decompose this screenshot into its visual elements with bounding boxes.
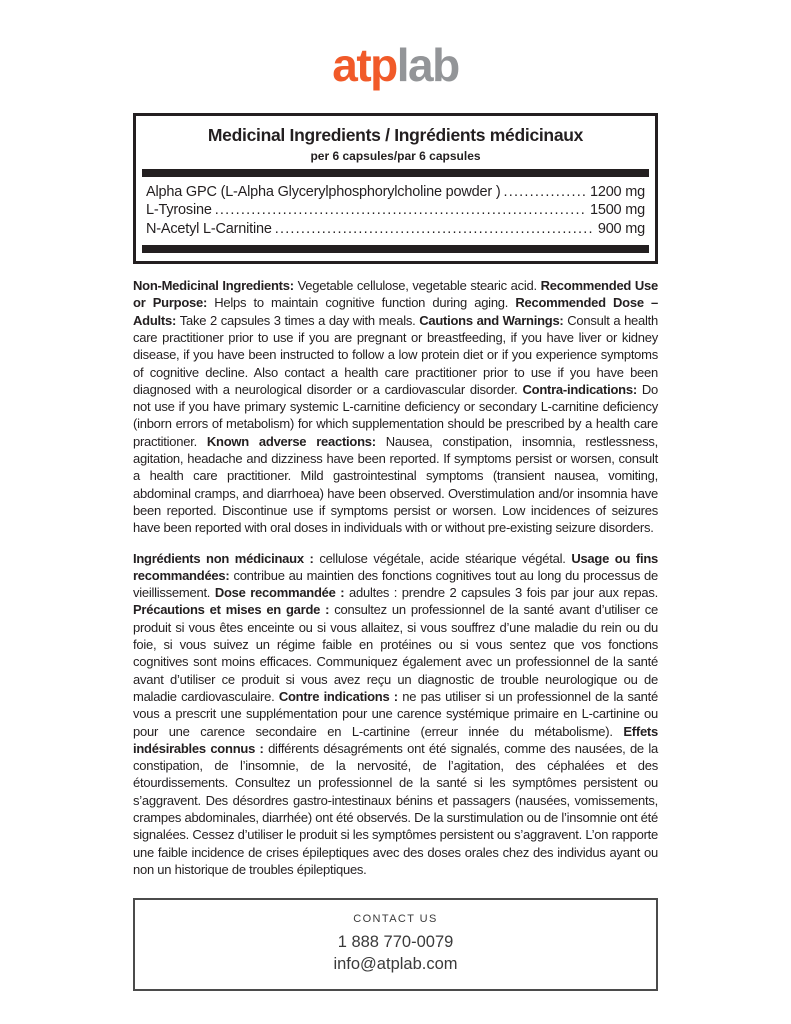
panel-title: Medicinal Ingredients / Ingrédients médicinaux	[207, 124, 584, 145]
logo-lab: lab	[396, 39, 459, 91]
dot-leader	[275, 220, 595, 239]
ingredient-amount: 1500 mg	[589, 202, 645, 219]
contact-email: info@atplab.com	[333, 955, 458, 974]
ingredient-row	[146, 183, 645, 202]
contact-phone: 1 888 770-0079	[337, 933, 454, 952]
english-info-paragraph: Non-Medicinal Ingredients: Vegetable cellulose, vegetable stearic acid. Recommended Use or Purpose: Helps to maintain cognitive function during aging. Recommended Dose – Adults: Take 2 capsules 3 times a day with meals. Cautions and Warnings: Consult a health care practitioner prior to use if you are pregnant or breastfeeding, if you have liver or kidney disease, if you have been instructed to follow a low protein diet or if you experience symptoms of cognitive decline. Also contact a health care practitioner prior to use if you have been diagnosed with a neurological disorder or a cardiovascular disorder. Contra-indications: Do not use if you have primary systemic L-carnitine deficiency or secondary L-carnitine deficiency (inborn errors of metabolism) for which supplementation should be prescribed by a health care practitioner. Known adverse reactions: Nausea, constipation, insomnia, restlessness, agitation, headache and dizziness have been reported. If symptoms persist or worsen, consult a health care practitioner. Mild gastrointestinal symptoms (transient nausea, vomiting, abdominal cramps, and diarrhoea) have been observed. Overstimulation and/or insomnia have been reported. Discontinue use if symptoms persist or worsen. Low incidences of seizures have been reported with oral doses in individuals with or without pre-existing seizure disorders.	[133, 278, 659, 536]
contact-box	[133, 898, 658, 991]
label-page	[133, 0, 658, 991]
dot-leader	[215, 201, 587, 220]
french-info-paragraph: Ingrédients non médicinaux : cellulose végétale, acide stéarique végétal. Usage ou fins recommandées: contribue au maintien des fonctions cognitives tout au long du processus de vieillissement. Dose recommandée : adultes : prendre 2 capsules 3 fois par jour aux repas. Précautions et mises en garde : consultez un professionnel de la santé avant d’utiliser ce produit si vous êtes enceinte ou si vous allaitez, si vous souffrez d’une maladie du rein ou du foie, si vous suivez un régime faible en protéines ou si vous sentez que vos fonctions cognitives sont moins efficaces. Communiquez également avec un professionnel de la santé avant d’utiliser ce produit si vous avez reçu un diagnostic de trouble neurologique ou de maladie cardiovasculaire. Contre indications : ne pas utiliser si un professionnel de la santé vous a prescrit une supplémentation pour une carence systémique primaire en L-cartinine ou pour une carence secondaire en L-cartinine (erreur innée du métabolisme). Effets indésirables connus : différents désagréments ont été signalés, comme des nausées, de la constipation, de l’insomnie, de la nervosité, de l’agitation, des céphalées et des étourdissements. Consultez un professionnel de la santé si les symptômes persistent ou s’aggravent. Des désordres gastro-intestinaux bénins et passagers (nausées, vomissements, crampes abdominales, diarrhée) ont été observés. De la surstimulation ou de l’insomnie ont été signalées. Cessez d’utiliser le produit si les symptômes persistent ou s’aggravent. L’on rapporte une faible incidence de crises épileptiques avec des doses orales chez des individus ayant ou non un historique de troubles épileptiques.	[133, 550, 659, 877]
divider-bar-top	[142, 169, 649, 177]
dot-leader	[504, 183, 587, 202]
ingredient-name: Alpha GPC (L-Alpha Glycerylphosphorylcholine powder )	[146, 183, 501, 200]
ingredient-name: N-Acetyl L-Carnitine	[146, 220, 272, 237]
ingredient-list	[142, 177, 649, 242]
brand-logo	[133, 0, 658, 91]
panel-subtitle: per 6 capsules/par 6 capsules	[310, 148, 481, 163]
medicinal-ingredients-panel	[133, 113, 658, 265]
ingredient-name: L-Tyrosine	[146, 202, 212, 219]
logo-atp: atp	[332, 39, 397, 91]
ingredient-row	[146, 220, 645, 239]
ingredient-row	[146, 201, 645, 220]
ingredient-amount: 900 mg	[597, 220, 645, 237]
contact-heading: CONTACT US	[353, 913, 438, 926]
divider-bar-bottom	[142, 245, 649, 253]
ingredient-amount: 1200 mg	[589, 183, 645, 200]
